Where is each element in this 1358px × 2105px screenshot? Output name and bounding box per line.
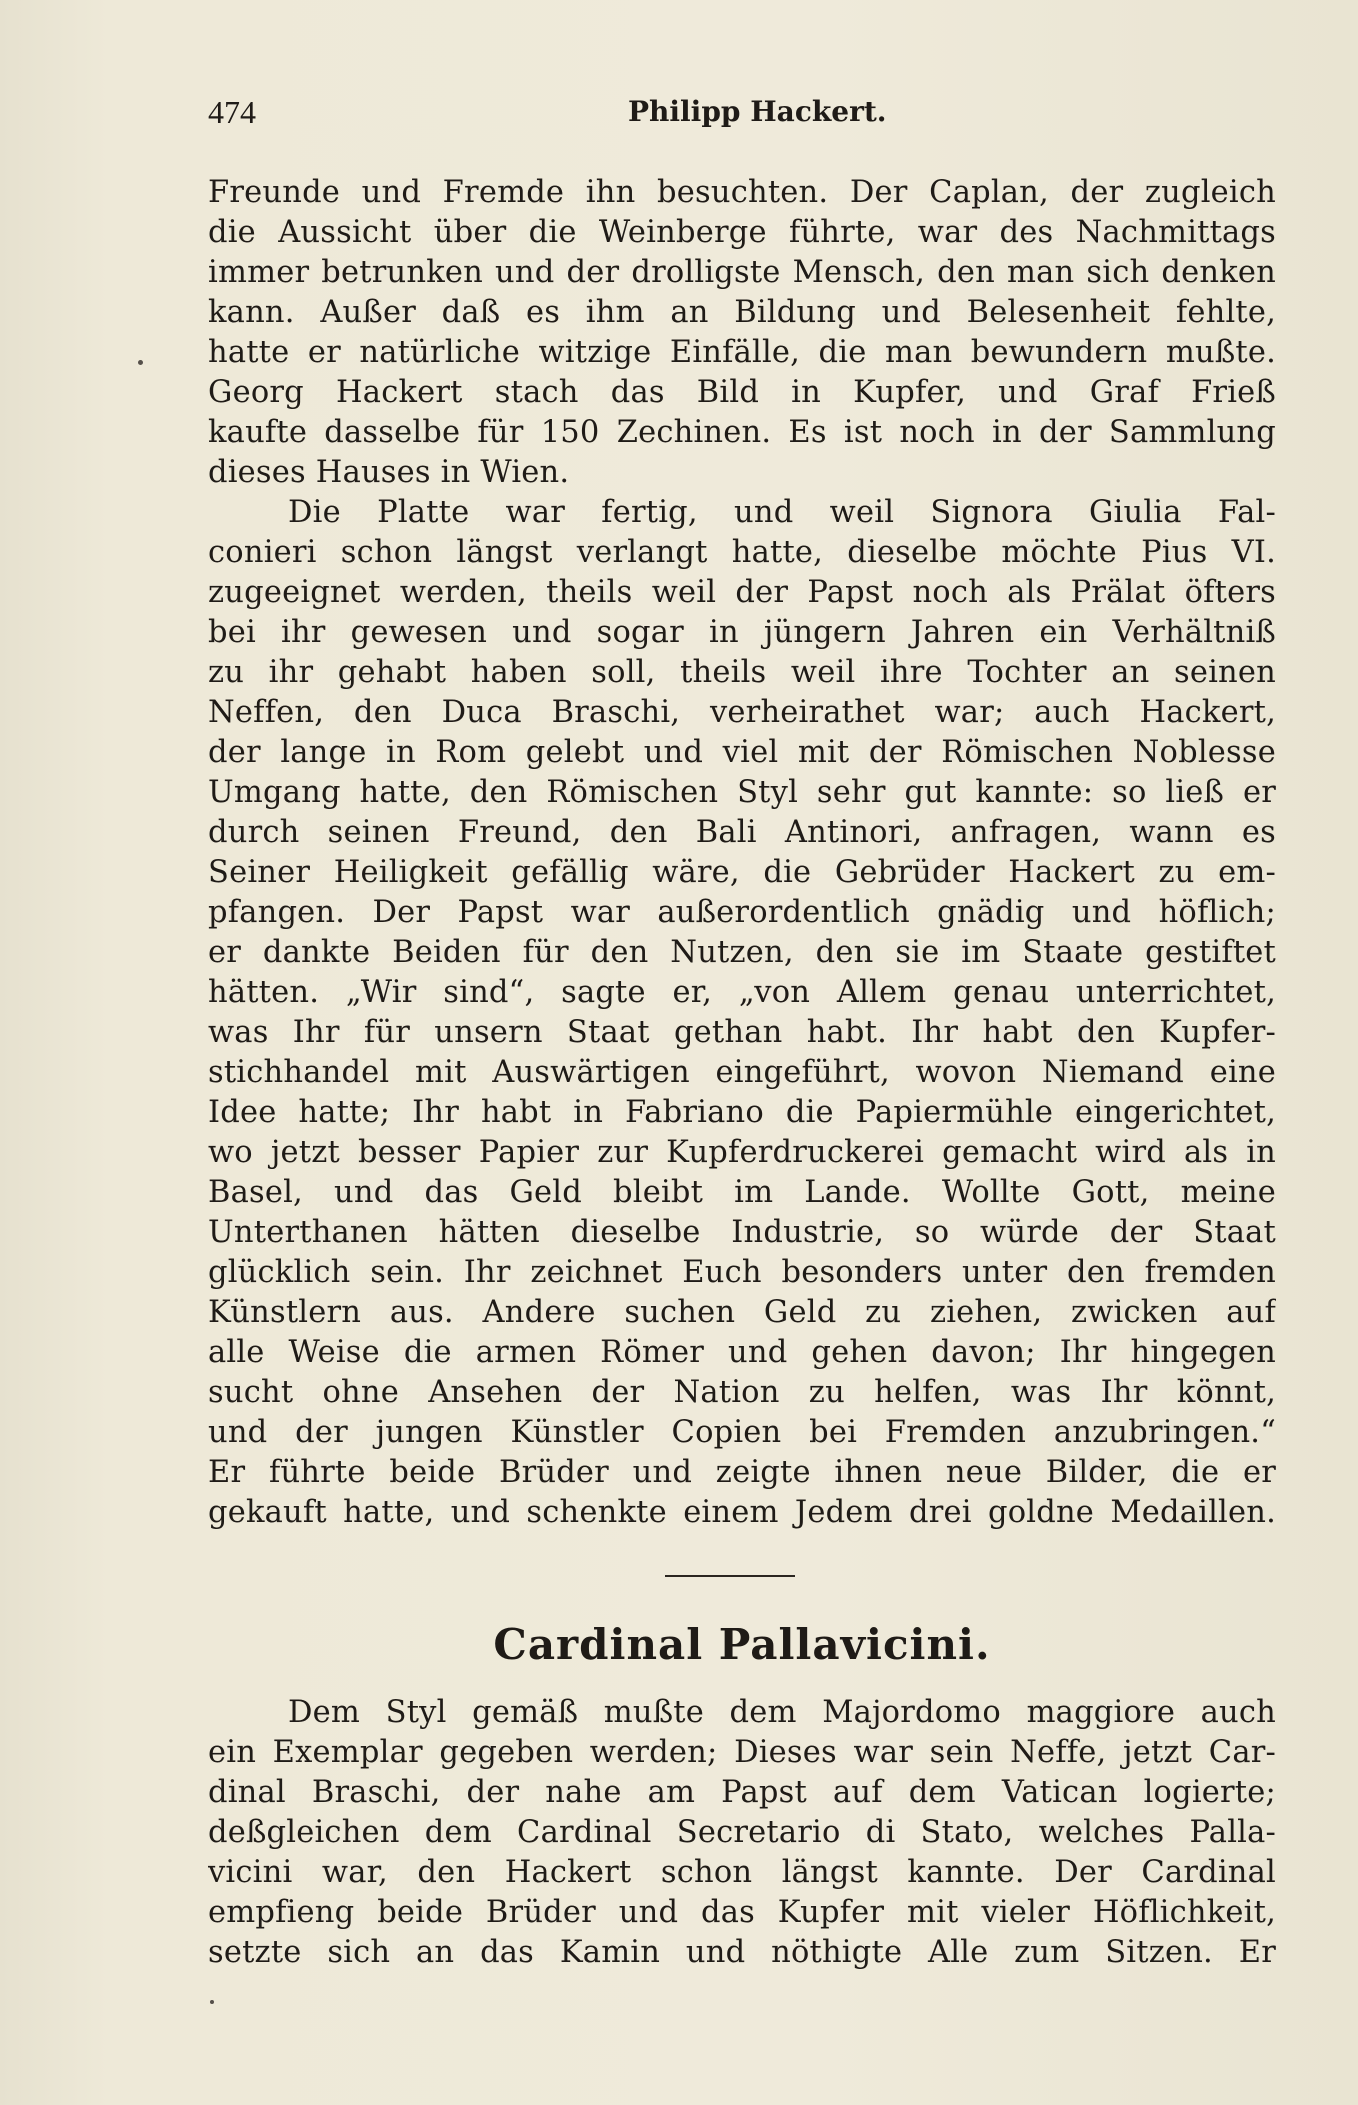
text-line: der lange in Rom gelebt und viel mit der Römischen Noblesse: [208, 735, 1276, 770]
print-speck: [138, 360, 143, 365]
section-body-text: [208, 1693, 1276, 1973]
text-line: zu ihr gehabt haben soll, theils weil ihre Tochter an seinen: [208, 655, 1276, 690]
text-line: sucht ohne Ansehen der Nation zu helfen, was Ihr könnt,: [208, 1375, 1276, 1410]
text-line: die Aussicht über die Weinberge führte, war des Nachmittags: [208, 215, 1276, 250]
text-line: kaufte dasselbe für 150 Zechinen. Es ist noch in der Sammlung: [208, 415, 1276, 450]
text-line: Unterthanen hätten dieselbe Industrie, so würde der Staat: [208, 1215, 1276, 1250]
running-head-title: Philipp Hackert.: [628, 95, 887, 128]
text-line: setzte sich an das Kamin und nöthigte Alle zum Sitzen. Er: [208, 1935, 1276, 1970]
text-line: hätten. „Wir sind“, sagte er, „von Allem genau unterrichtet,: [208, 975, 1276, 1010]
running-head: [208, 92, 1276, 132]
text-line: conieri schon längst verlangt hatte, dieselbe möchte Pius VI.: [208, 535, 1276, 570]
text-line: alle Weise die armen Römer und gehen davon; Ihr hingegen: [208, 1335, 1276, 1370]
text-line: kann. Außer daß es ihm an Bildung und Belesenheit fehlte,: [208, 295, 1276, 330]
text-line: glücklich sein. Ihr zeichnet Euch besonders unter den fremden: [208, 1255, 1276, 1290]
text-line: empfieng beide Brüder und das Kupfer mit vieler Höflichkeit,: [208, 1895, 1276, 1930]
page-number: 474: [208, 94, 256, 130]
text-line: zugeeignet werden, theils weil der Papst noch als Prälat öfters: [208, 575, 1276, 610]
text-line: Umgang hatte, den Römischen Styl sehr gut kannte: so ließ er: [208, 775, 1276, 810]
text-line: Basel, und das Geld bleibt im Lande. Wollte Gott, meine: [208, 1175, 1276, 1210]
text-line: dinal Braschi, der nahe am Papst auf dem Vatican logierte;: [208, 1775, 1276, 1810]
text-line: vicini war, den Hackert schon längst kannte. Der Cardinal: [208, 1855, 1276, 1890]
text-line: Neffen, den Duca Braschi, verheirathet war; auch Hackert,: [208, 695, 1276, 730]
text-line: ein Exemplar gegeben werden; Dieses war sein Neffe, jetzt Car-: [208, 1735, 1276, 1770]
text-line: hatte er natürliche witzige Einfälle, die man bewundern mußte.: [208, 335, 1276, 370]
print-speck: [210, 2000, 214, 2004]
section-divider: [665, 1575, 795, 1577]
text-line: Er führte beide Brüder und zeigte ihnen neue Bilder, die er: [208, 1455, 1276, 1490]
section-title: Cardinal Pallavicini.: [493, 1620, 991, 1669]
text-line: pfangen. Der Papst war außerordentlich gnädig und höflich;: [208, 895, 1276, 930]
text-line: bei ihr gewesen und sogar in jüngern Jahren ein Verhältniß: [208, 615, 1276, 650]
text-line: er dankte Beiden für den Nutzen, den sie im Staate gestiftet: [208, 935, 1276, 970]
text-line: und der jungen Künstler Copien bei Fremden anzubringen.“: [208, 1415, 1276, 1450]
text-line: durch seinen Freund, den Bali Antinori, anfragen, wann es: [208, 815, 1276, 850]
text-line: Dem Styl gemäß mußte dem Majordomo maggiore auch: [288, 1695, 1276, 1730]
text-line: immer betrunken und der drolligste Mensch, den man sich denken: [208, 255, 1276, 290]
text-line: wo jetzt besser Papier zur Kupferdruckerei gemacht wird als in: [208, 1135, 1276, 1170]
text-line: Künstlern aus. Andere suchen Geld zu ziehen, zwicken auf: [208, 1295, 1276, 1330]
text-line: Die Platte war fertig, und weil Signora Giulia Fal-: [288, 495, 1276, 530]
text-line: deßgleichen dem Cardinal Secretario di Stato, welches Palla-: [208, 1815, 1276, 1850]
text-line: Idee hatte; Ihr habt in Fabriano die Papiermühle eingerichtet,: [208, 1095, 1276, 1130]
text-line: stichhandel mit Auswärtigen eingeführt, wovon Niemand eine: [208, 1055, 1276, 1090]
body-text: [208, 173, 1276, 1533]
text-line: Freunde und Fremde ihn besuchten. Der Caplan, der zugleich: [208, 175, 1276, 210]
text-line: Seiner Heiligkeit gefällig wäre, die Gebrüder Hackert zu em-: [208, 855, 1276, 890]
text-line: was Ihr für unsern Staat gethan habt. Ihr habt den Kupfer-: [208, 1015, 1276, 1050]
text-line: Georg Hackert stach das Bild in Kupfer, und Graf Frieß: [208, 375, 1276, 410]
text-line: dieses Hauses in Wien.: [208, 455, 570, 490]
text-line: gekauft hatte, und schenkte einem Jedem drei goldne Medaillen.: [208, 1495, 1276, 1530]
